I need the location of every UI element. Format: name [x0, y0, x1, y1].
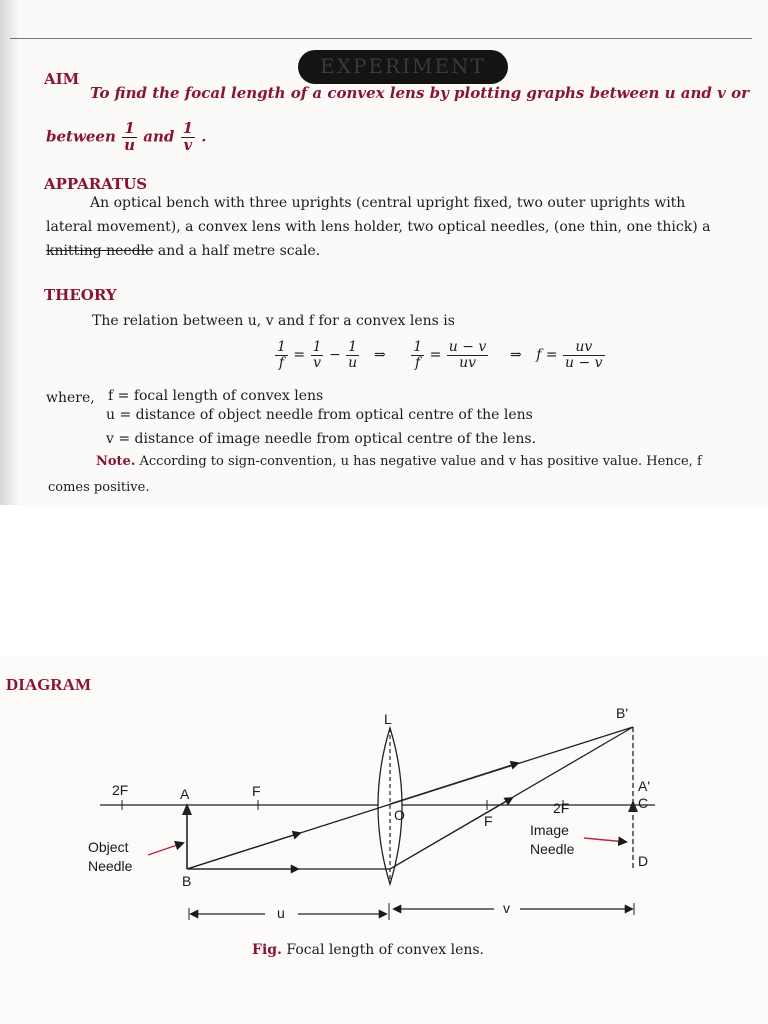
caption-label: Fig.: [252, 942, 282, 958]
label-object-1: Object: [88, 839, 129, 855]
label-2F-right: 2F: [553, 800, 570, 816]
label-C: C: [638, 795, 649, 811]
object-pointer-arrow: [148, 843, 183, 855]
ray-diagram: [0, 660, 768, 940]
caption-text: Focal length of convex lens.: [286, 942, 485, 958]
image-pointer-arrow: [584, 838, 626, 842]
header-rule: [10, 38, 752, 39]
note-label: Note.: [96, 454, 136, 469]
label-v: v: [503, 900, 510, 916]
definition-v: v = distance of image needle from optical centre of the lens.: [106, 431, 537, 447]
definition-u: u = distance of object needle from optical centre of the lens: [106, 407, 533, 423]
theory-intro: The relation between u, v and f for a convex lens is: [92, 313, 455, 329]
note-line-1: [96, 454, 702, 469]
label-image-2: Needle: [530, 841, 575, 857]
aim-heading: AIM: [44, 70, 80, 88]
label-object-2: Needle: [88, 858, 133, 874]
aim-text-line-1: To find the focal length of a convex lens by plotting graphs between u and v or: [90, 84, 749, 102]
image-needle-tip: [628, 800, 638, 812]
figure-caption: [252, 942, 484, 958]
diagram-heading: DIAGRAM: [6, 675, 91, 694]
struck-text: knitting needle: [46, 243, 154, 259]
apparatus-heading: APPARATUS: [44, 175, 148, 193]
label-image-1: Image: [530, 822, 569, 838]
one-over-u-fraction: $\frac{1}{u}$: [124, 119, 136, 154]
definition-f: f = focal length of convex lens: [108, 388, 324, 404]
label-B-prime: B': [616, 705, 629, 721]
label-A-prime: A': [638, 778, 651, 794]
aim-and: and: [143, 127, 175, 146]
label-u: u: [277, 905, 285, 921]
aim-between: between: [46, 127, 116, 146]
label-B: B: [182, 873, 192, 889]
aim-period: .: [201, 127, 207, 146]
note-line-2: comes positive.: [48, 480, 150, 495]
theory-heading: THEORY: [44, 286, 117, 304]
heading-diagram-group: [6, 675, 91, 694]
one-over-v-fraction: $\frac{1}{v}$: [182, 119, 194, 154]
lens-formula: $\frac{1}{f}$ = $\frac{1}{v}$ − $\frac{1}{u}$: [277, 339, 358, 371]
apparatus-line-2: lateral movement), a convex lens with lens holder, two optical needles, (one thin, one thick) a: [46, 219, 711, 235]
label-L: L: [384, 711, 392, 727]
ray-refracted-arrow: [390, 798, 512, 869]
label-D: D: [638, 853, 649, 869]
lens-formula-step-3: ⇒ f = $\frac{uv}{u - v}$: [510, 339, 603, 371]
apparatus-line-3-text: and a half metre scale.: [157, 243, 321, 259]
note-text: According to sign-convention, u has negative value and v has positive value. Hence, f: [139, 454, 702, 469]
apparatus-line-3: [46, 243, 320, 259]
label-F-left: F: [252, 783, 261, 799]
theory-where: where,: [46, 390, 95, 406]
aim-text-line-2: [46, 121, 207, 154]
lens-formula-step-2: ⇒ $\frac{1}{f}$ = $\frac{u - v}{uv}$: [374, 339, 487, 371]
apparatus-line-1: An optical bench with three uprights (central upright fixed, two outer uprights with: [90, 195, 686, 211]
ray-centre-arrow-2: [390, 763, 518, 804]
label-2F-left: 2F: [112, 782, 129, 798]
label-F-right: F: [484, 813, 493, 829]
label-A: A: [180, 786, 190, 802]
experiment-title: EXPERIMENT: [320, 54, 486, 78]
label-O: O: [394, 807, 405, 823]
ray-centre-arrow-1: [187, 833, 300, 869]
